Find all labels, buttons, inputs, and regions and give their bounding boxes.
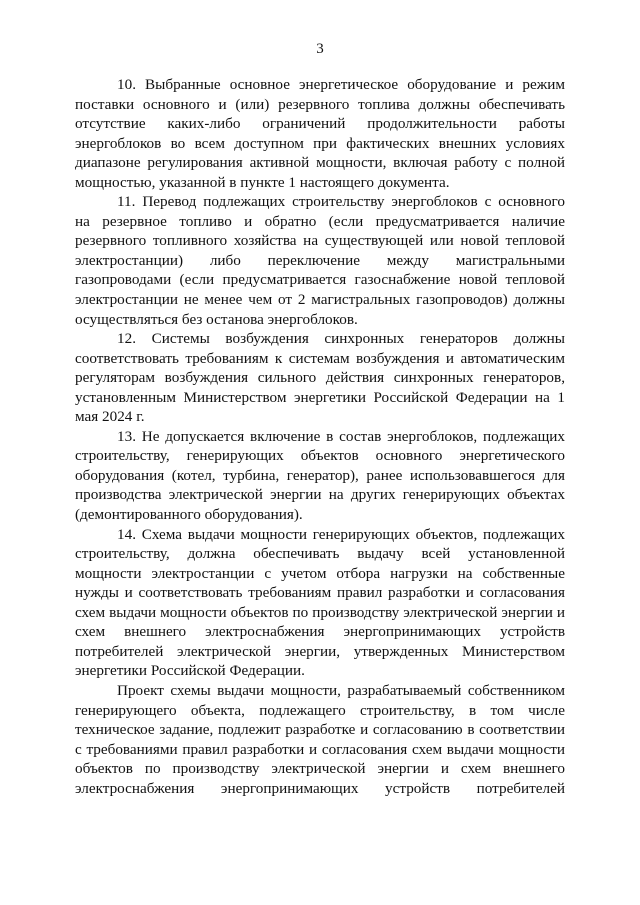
page-number: 3 <box>316 41 324 57</box>
paragraph-14-continued: Проект схемы выдачи мощности, разрабатываемый собственником генерирующего объекта, подлежащего строительству, в том числе техническое задание, подлежит разработке и согласованию в соответствии с требованиями правил разработки и согласования схем выдачи мощности объектов по производству электрической энергии и схем внешнего электроснабжения энергопринимающих устройств потребителей <box>75 681 565 797</box>
paragraph-14: 14. Схема выдачи мощности генерирующих объектов, подлежащих строительству, должна обеспечивать выдачу всей установленной мощности электростанции с учетом отбора нагрузки на собственные нужды и соответствовать требованиям правил разработки и согласования схем выдачи мощности объектов по производству электрической энергии и схем внешнего электроснабжения энергопринимающих устройств потребителей электрической энергии, утвержденных Министерством энергетики Российской Федерации. <box>75 525 565 680</box>
paragraph-12: 12. Системы возбуждения синхронных генераторов должны соответствовать требованиям к системам возбуждения и автоматическим регуляторам возбуждения сильного действия синхронных генераторов, установленным Министерством энергетики Российской Федерации на 1 мая 2024 г. <box>75 330 565 426</box>
paragraph-10: 10. Выбранные основное энергетическое оборудование и режим поставки основного и (или) резервного топлива должны обеспечивать отсутствие каких-либо ограничений продолжительности работы энергоблоков во всем доступном при фактических внешних условиях диапазоне регулирования активной мощности, включая работу с полной мощностью, указанной в пункте 1 настоящего документа. <box>75 76 565 191</box>
paragraph-11: 11. Перевод подлежащих строительству энергоблоков с основного на резервное топливо и обратно (если предусматривается наличие резервного топливного хозяйства на существующей или новой тепловой электростанции) либо переключение между магистральными газопроводами (если предусматривается газоснабжение новой тепловой электростанции не менее чем от 2 магистральных газопроводов) должны осуществляться без останова энергоблоков. <box>75 193 565 328</box>
paragraph-13: 13. Не допускается включение в состав энергоблоков, подлежащих строительству, генерирующих объектов основного энергетического оборудования (котел, турбина, генератор), ранее использовавшегося для производства электрической энергии на других генерирующих объектах (демонтированного оборудования). <box>75 427 565 524</box>
document-body <box>75 75 565 798</box>
